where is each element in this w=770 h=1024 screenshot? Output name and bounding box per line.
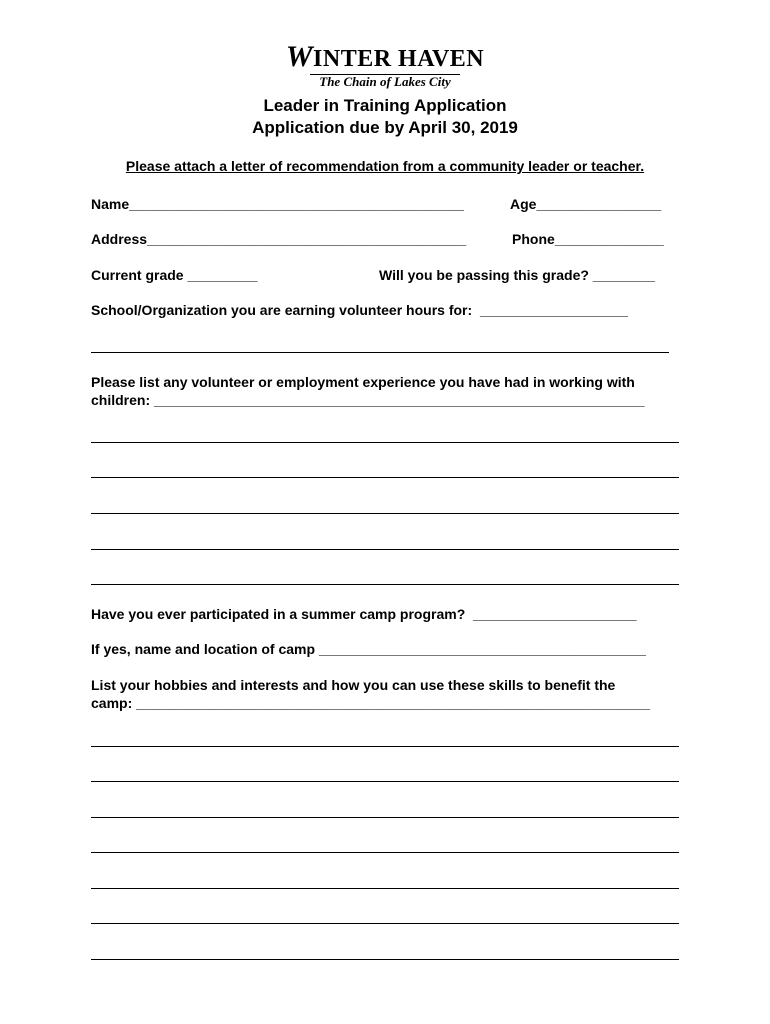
answer-line[interactable]	[91, 888, 679, 889]
form-title: Leader in Training Application	[263, 96, 507, 115]
answer-line[interactable]	[91, 746, 679, 747]
phone-field[interactable]: Phone______________	[512, 231, 664, 247]
passing-grade-field[interactable]: Will you be passing this grade? ________	[379, 267, 656, 283]
answer-line[interactable]	[91, 817, 679, 818]
answer-line[interactable]	[91, 513, 679, 514]
answer-line[interactable]	[91, 549, 679, 550]
hobbies-question: List your hobbies and interests and how you can use these skills to benefit the	[91, 677, 616, 693]
answer-line[interactable]	[91, 352, 669, 353]
answer-line[interactable]	[91, 781, 679, 782]
answer-line[interactable]	[91, 959, 679, 960]
answer-line[interactable]	[91, 584, 679, 585]
logo-brand	[0, 40, 770, 73]
hobbies-answer-line[interactable]: camp: __________________________________________________________________	[91, 695, 651, 711]
due-date: Application due by April 30, 2019	[252, 118, 518, 137]
camp-location-field[interactable]: If yes, name and location of camp __________________________________________	[91, 641, 646, 657]
answer-line[interactable]	[91, 477, 679, 478]
experience-question: Please list any volunteer or employment experience you have had in working with	[91, 374, 635, 390]
answer-line[interactable]	[91, 923, 679, 924]
current-grade-field[interactable]: Current grade _________	[91, 267, 258, 283]
logo-tagline: The Chain of Lakes City	[319, 74, 451, 89]
school-organization-field[interactable]: School/Organization you are earning volunteer hours for: ___________________	[91, 302, 628, 318]
age-field[interactable]: Age________________	[510, 196, 662, 212]
logo	[0, 40, 770, 89]
address-field[interactable]: Address_________________________________________	[91, 231, 467, 247]
logo-brand-rest: INTER HAVEN	[313, 46, 485, 72]
answer-line[interactable]	[91, 442, 679, 443]
name-field[interactable]: Name___________________________________________	[91, 196, 464, 212]
recommendation-instruction: Please attach a letter of recommendation from a community leader or teacher.	[125, 158, 645, 174]
experience-answer-line[interactable]: children: _______________________________________________________________	[91, 392, 645, 408]
logo-brand-initial: W	[285, 40, 314, 73]
answer-line[interactable]	[91, 852, 679, 853]
summer-camp-field[interactable]: Have you ever participated in a summer camp program? _____________________	[91, 606, 637, 622]
